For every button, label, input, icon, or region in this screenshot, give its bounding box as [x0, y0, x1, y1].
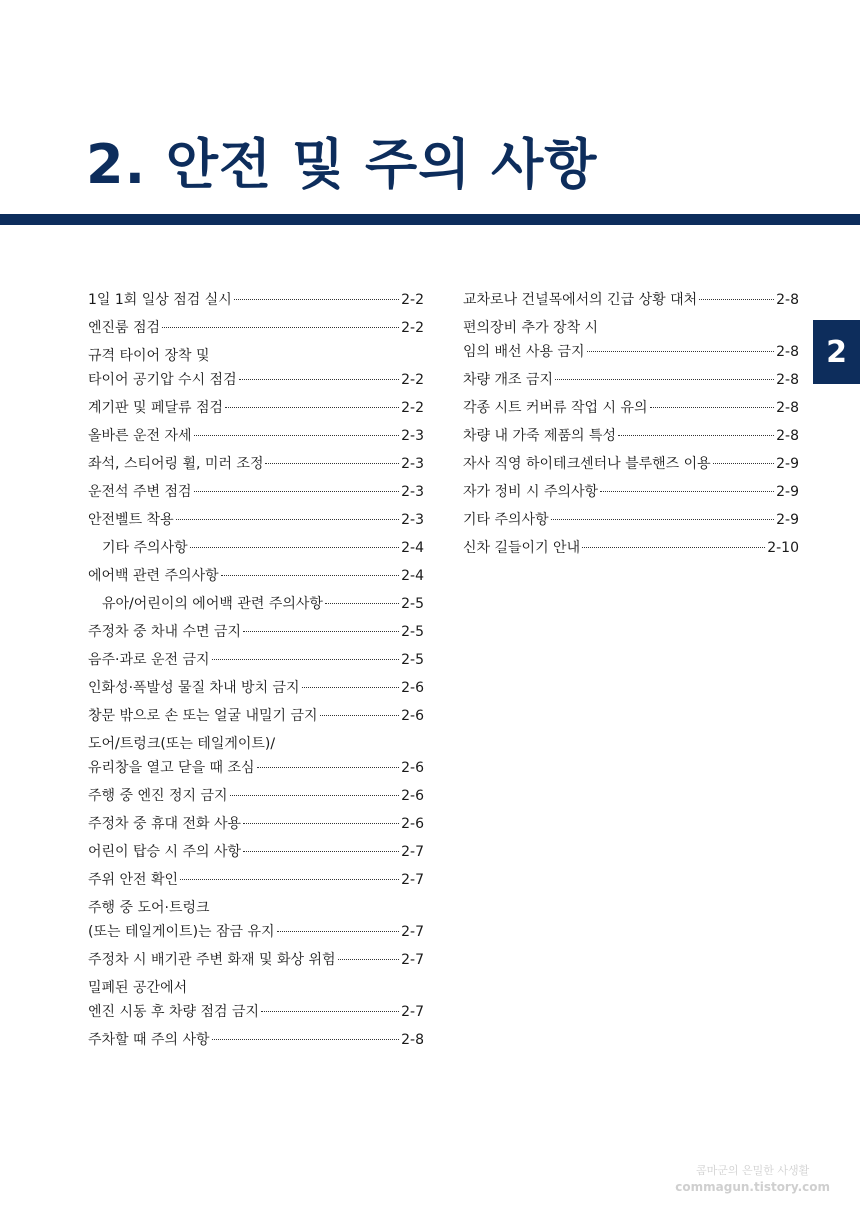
toc-page-number: 2-3 [401, 484, 424, 500]
toc-entry [463, 368, 799, 392]
toc-entry [88, 344, 424, 392]
dot-leader [618, 435, 774, 436]
toc-page-number: 2-2 [401, 320, 424, 336]
dot-leader [338, 959, 400, 960]
toc-page-number: 2-3 [401, 456, 424, 472]
dot-leader [190, 547, 400, 548]
watermark-line2: commagun.tistory.com [675, 1180, 830, 1194]
toc-entry-line [463, 508, 799, 532]
toc-entry-line [463, 536, 799, 560]
toc-entry [88, 732, 424, 780]
toc-entry [463, 424, 799, 448]
watermark [675, 1163, 830, 1195]
toc-entry-title: 운전석 주변 점검 [88, 484, 192, 500]
toc-entry-line [463, 452, 799, 476]
toc-entry-line [463, 396, 799, 420]
toc-entry [463, 396, 799, 420]
header-rule [0, 214, 860, 225]
dot-leader [230, 795, 400, 796]
toc-entry-title: 차량 개조 금지 [463, 372, 554, 388]
toc-page-number: 2-5 [401, 624, 424, 640]
toc-page-number: 2-7 [401, 1004, 424, 1020]
dot-leader [713, 463, 774, 464]
watermark-line1: 콤마군의 은밀한 사생활 [696, 1164, 810, 1177]
chapter-tab: 2 [813, 320, 860, 384]
toc-entry-title: 기타 주의사항 [102, 540, 188, 556]
toc-entry-line [102, 592, 424, 616]
toc-page-number: 2-4 [401, 568, 424, 584]
toc-entry-line [88, 840, 424, 864]
toc-entry-title: 주위 안전 확인 [88, 872, 179, 888]
chapter-title: 2. 안전 및 주의 사항 [86, 133, 598, 196]
dot-leader [551, 519, 775, 520]
toc-entry-line [88, 868, 424, 892]
toc-entry-line [88, 316, 424, 340]
dot-leader [239, 379, 400, 380]
toc-entry-title: 안전벨트 착용 [88, 512, 174, 528]
toc-entry-title: 유리창을 열고 닫을 때 조심 [88, 760, 255, 776]
toc-page-number: 2-8 [776, 344, 799, 360]
toc-entry-title: 1일 1회 일상 점검 실시 [88, 292, 232, 308]
toc-entry [88, 812, 424, 836]
toc-entry-title: 주정차 중 휴대 전화 사용 [88, 816, 242, 832]
toc-page-number: 2-10 [767, 540, 799, 556]
toc-page-number: 2-9 [776, 456, 799, 472]
toc-entry [463, 316, 799, 364]
toc-entry-title: 편의장비 추가 장착 시 [463, 320, 599, 336]
toc-page-number: 2-7 [401, 872, 424, 888]
toc-entry-title: 주정차 중 차내 수면 금지 [88, 624, 242, 640]
toc-entry [88, 976, 424, 1024]
toc-entry-line [88, 1028, 424, 1052]
dot-leader [257, 767, 400, 768]
toc-entry-line [88, 452, 424, 476]
toc-page-number: 2-8 [776, 292, 799, 308]
dot-leader [587, 351, 775, 352]
toc-entry [88, 480, 424, 504]
toc-entry [88, 452, 424, 476]
dot-leader [650, 407, 775, 408]
toc-entry-title: 자사 직영 하이테크센터나 블루핸즈 이용 [463, 456, 711, 472]
dot-leader [225, 407, 399, 408]
toc-entry-title: 밀폐된 공간에서 [88, 980, 188, 996]
toc-entry-line [463, 424, 799, 448]
toc-page-number: 2-6 [401, 708, 424, 724]
toc-right-column [463, 288, 799, 564]
toc-entry-line [88, 676, 424, 700]
toc-page-number: 2-7 [401, 952, 424, 968]
toc-entry [88, 508, 424, 532]
dot-leader [320, 715, 400, 716]
toc-entry-line [88, 812, 424, 836]
toc-entry [463, 508, 799, 532]
dot-leader [194, 491, 400, 492]
toc-page-number: 2-8 [776, 400, 799, 416]
toc-entry-line [88, 288, 424, 312]
toc-entry [463, 536, 799, 560]
dot-leader [699, 299, 774, 300]
toc-page-number: 2-3 [401, 428, 424, 444]
toc-entry [88, 288, 424, 312]
toc-entry [463, 452, 799, 476]
toc-page-number: 2-8 [401, 1032, 424, 1048]
toc-entry-line [88, 920, 424, 944]
toc-entry-title: 올바른 운전 자세 [88, 428, 192, 444]
toc-page-number: 2-9 [776, 484, 799, 500]
toc-entry [88, 564, 424, 588]
toc-entry-title: 엔진 시동 후 차량 점검 금지 [88, 1004, 260, 1020]
toc-page-number: 2-5 [401, 596, 424, 612]
toc-entry-title: 계기판 및 페달류 점검 [88, 400, 224, 416]
toc-entry-title: 유아/어린이의 에어백 관련 주의사항 [102, 596, 323, 612]
toc-entry-title: 임의 배선 사용 금지 [463, 344, 585, 360]
dot-leader [261, 1011, 399, 1012]
toc-entry-title: 음주·과로 운전 금지 [88, 652, 210, 668]
toc-page-number: 2-9 [776, 512, 799, 528]
dot-leader [212, 659, 400, 660]
dot-leader [162, 327, 399, 328]
toc-entry-line [88, 368, 424, 392]
toc-entry-title: 주정차 시 배기관 주변 화재 및 화상 위험 [88, 952, 336, 968]
toc-page-number: 2-2 [401, 400, 424, 416]
toc-entry-line [88, 508, 424, 532]
toc-entry-title: 차량 내 가죽 제품의 특성 [463, 428, 617, 444]
toc-entry-line [88, 396, 424, 420]
toc-entry [88, 704, 424, 728]
dot-leader [582, 547, 765, 548]
dot-leader [176, 519, 400, 520]
toc-entry-title: 기타 주의사항 [463, 512, 549, 528]
toc-entry [88, 1028, 424, 1052]
toc-entry [463, 288, 799, 312]
toc-entry-title: 규격 타이어 장착 및 [88, 348, 210, 364]
toc-page-number: 2-8 [776, 372, 799, 388]
dot-leader [243, 851, 399, 852]
dot-leader [243, 823, 399, 824]
toc-entry-line [88, 564, 424, 588]
toc-entry-line [88, 756, 424, 780]
toc-entry-title: 도어/트렁크(또는 테일게이트)/ [88, 736, 276, 752]
toc-entry [463, 480, 799, 504]
toc-entry-title: 에어백 관련 주의사항 [88, 568, 219, 584]
toc-left-column [88, 288, 424, 1056]
toc-entry-line [88, 424, 424, 448]
toc-entry-title: 각종 시트 커버류 작업 시 유의 [463, 400, 648, 416]
toc-entry-title: 엔진룸 점검 [88, 320, 161, 336]
dot-leader [302, 687, 400, 688]
toc-entry-line [88, 648, 424, 672]
toc-page-number: 2-6 [401, 788, 424, 804]
toc-entry-line [102, 536, 424, 560]
toc-entry [88, 592, 424, 616]
toc-page-number: 2-3 [401, 512, 424, 528]
toc-entry-line [463, 340, 799, 364]
dot-leader [180, 879, 399, 880]
dot-leader [325, 603, 399, 604]
toc-entry [88, 948, 424, 972]
toc-page-number: 2-6 [401, 816, 424, 832]
toc-entry-title: 자가 정비 시 주의사항 [463, 484, 599, 500]
toc-page-number: 2-6 [401, 680, 424, 696]
toc-entry-title: 신차 길들이기 안내 [463, 540, 581, 556]
toc-entry-line [88, 704, 424, 728]
toc-entry-title: 창문 밖으로 손 또는 얼굴 내밀기 금지 [88, 708, 318, 724]
dot-leader [277, 931, 400, 932]
toc-entry-line [463, 368, 799, 392]
dot-leader [194, 435, 400, 436]
toc-page-number: 2-7 [401, 924, 424, 940]
dot-leader [243, 631, 399, 632]
toc-entry [88, 896, 424, 944]
dot-leader [212, 1039, 400, 1040]
toc-entry-title: 어린이 탑승 시 주의 사항 [88, 844, 242, 860]
toc-entry-title: 주행 중 엔진 정지 금지 [88, 788, 228, 804]
toc-entry-title: (또는 테일게이트)는 잠금 유지 [88, 924, 275, 940]
toc-entry [88, 620, 424, 644]
toc-entry-title: 좌석, 스티어링 휠, 미러 조정 [88, 456, 264, 472]
toc-entry [88, 784, 424, 808]
toc-entry [88, 676, 424, 700]
toc-entry-line [88, 480, 424, 504]
toc-entry [88, 840, 424, 864]
dot-leader [221, 575, 400, 576]
toc-page-number: 2-7 [401, 844, 424, 860]
dot-leader [600, 491, 774, 492]
toc-entry [88, 424, 424, 448]
toc-entry-line [88, 948, 424, 972]
toc-entry-title: 교차로나 건널목에서의 긴급 상황 대처 [463, 292, 698, 308]
toc-entry [88, 396, 424, 420]
toc-entry-line [463, 288, 799, 312]
toc-entry [88, 648, 424, 672]
toc-entry-line [88, 784, 424, 808]
toc-entry [88, 316, 424, 340]
toc-entry [88, 536, 424, 560]
toc-page-number: 2-5 [401, 652, 424, 668]
toc-entry [88, 868, 424, 892]
toc-page-number: 2-8 [776, 428, 799, 444]
toc-page-number: 2-2 [401, 372, 424, 388]
toc-entry-title: 주행 중 도어·트렁크 [88, 900, 210, 916]
dot-leader [234, 299, 399, 300]
toc-entry-title: 타이어 공기압 수시 점검 [88, 372, 237, 388]
toc-entry-title: 주차할 때 주의 사항 [88, 1032, 210, 1048]
dot-leader [555, 379, 774, 380]
toc-entry-line [463, 480, 799, 504]
dot-leader [265, 463, 399, 464]
toc-page-number: 2-4 [401, 540, 424, 556]
toc-page-number: 2-2 [401, 292, 424, 308]
toc-entry-line [88, 620, 424, 644]
toc-page-number: 2-6 [401, 760, 424, 776]
toc-entry-line [88, 1000, 424, 1024]
toc-entry-title: 인화성·폭발성 물질 차내 방치 금지 [88, 680, 300, 696]
